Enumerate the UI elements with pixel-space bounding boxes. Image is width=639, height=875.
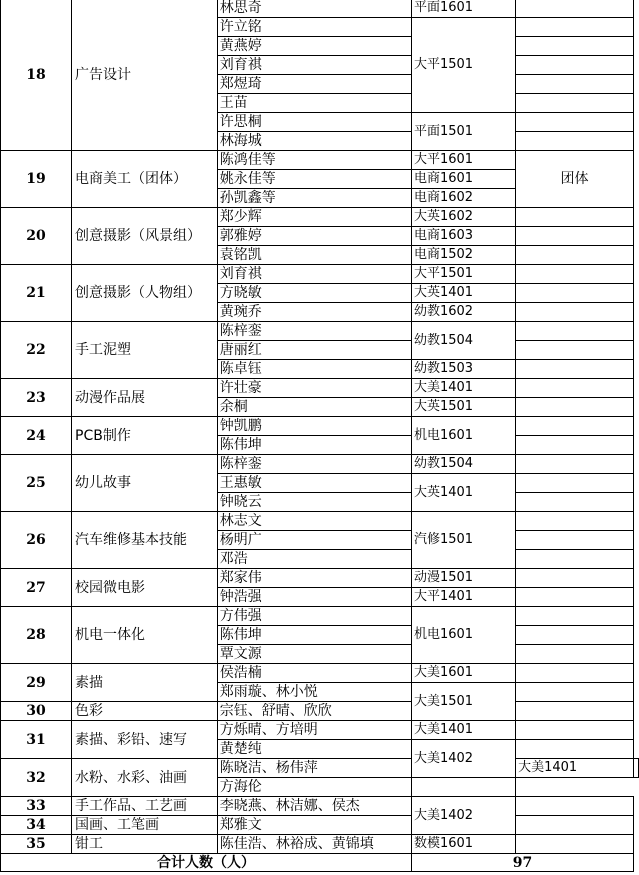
table-row bbox=[1, 569, 639, 588]
serial-number-cell: 22 bbox=[1, 322, 72, 379]
note-cell bbox=[516, 341, 634, 360]
note-cell bbox=[516, 398, 634, 417]
serial-number-cell: 21 bbox=[1, 265, 72, 322]
class-cell: 大英1501 bbox=[411, 398, 515, 417]
note-cell bbox=[516, 75, 634, 94]
note-cell bbox=[516, 740, 634, 759]
class-cell: 大平1501 bbox=[411, 18, 515, 113]
project-cell: 机电一体化 bbox=[72, 607, 218, 664]
member-name-cell: 林海城 bbox=[217, 132, 411, 151]
note-cell bbox=[516, 626, 634, 645]
table-body bbox=[1, 0, 639, 872]
note-cell bbox=[516, 607, 634, 626]
class-cell: 大美1501 bbox=[411, 683, 515, 721]
note-cell bbox=[516, 0, 634, 18]
note-cell bbox=[516, 37, 634, 56]
note-cell bbox=[516, 303, 634, 322]
note-cell bbox=[516, 835, 634, 854]
table-row bbox=[1, 607, 639, 626]
member-name-cell: 陈鸿佳等 bbox=[217, 151, 411, 170]
class-cell: 电商1502 bbox=[411, 246, 515, 265]
member-name-cell: 覃文源 bbox=[217, 645, 411, 664]
project-cell: 动漫作品展 bbox=[72, 379, 218, 417]
class-cell: 幼教1602 bbox=[411, 303, 515, 322]
table-row bbox=[1, 664, 639, 683]
class-cell: 电商1603 bbox=[411, 227, 515, 246]
member-name-cell: 钟晓云 bbox=[217, 493, 411, 512]
member-name-cell: 林思奇 bbox=[217, 0, 411, 18]
total-value-cell: 97 bbox=[411, 854, 633, 872]
project-cell: 广告设计 bbox=[72, 0, 218, 151]
note-cell bbox=[516, 721, 634, 740]
note-cell bbox=[516, 246, 634, 265]
note-cell bbox=[516, 284, 634, 303]
note-cell bbox=[516, 702, 634, 721]
note-cell bbox=[516, 322, 634, 341]
table-row bbox=[1, 702, 639, 721]
member-name-cell: 陈佳浩、林裕成、黄锦填 bbox=[217, 835, 411, 854]
note-cell bbox=[516, 227, 634, 246]
class-cell: 大美1401 bbox=[411, 721, 515, 740]
serial-number-cell: 20 bbox=[1, 208, 72, 265]
note-cell bbox=[411, 778, 515, 797]
class-cell: 大美1402 bbox=[411, 797, 515, 835]
table-row bbox=[1, 265, 639, 284]
note-cell bbox=[516, 683, 634, 702]
serial-number-cell: 18 bbox=[1, 0, 72, 151]
member-name-cell: 黄楚纯 bbox=[217, 740, 411, 759]
member-name-cell: 陈伟坤 bbox=[217, 436, 411, 455]
member-name-cell: 陈晓洁、杨伟萍 bbox=[217, 759, 411, 778]
table-row bbox=[1, 721, 639, 740]
class-cell: 幼教1503 bbox=[411, 360, 515, 379]
member-name-cell: 郑雨璇、林小悦 bbox=[217, 683, 411, 702]
class-cell: 大英1401 bbox=[411, 284, 515, 303]
member-name-cell: 钟浩强 bbox=[217, 588, 411, 607]
serial-number-cell: 35 bbox=[1, 835, 72, 854]
serial-number-cell: 28 bbox=[1, 607, 72, 664]
class-cell: 大平1601 bbox=[411, 151, 515, 170]
class-cell: 平面1501 bbox=[411, 113, 515, 151]
project-cell: 电商美工（团体） bbox=[72, 151, 218, 208]
serial-number-cell: 32 bbox=[1, 759, 72, 797]
member-name-cell: 方晓敏 bbox=[217, 284, 411, 303]
note-cell bbox=[516, 588, 634, 607]
table-row bbox=[1, 759, 639, 778]
table-row bbox=[1, 0, 639, 18]
note-cell bbox=[516, 18, 634, 37]
project-cell: 创意摄影（风景组） bbox=[72, 208, 218, 265]
member-name-cell: 刘育祺 bbox=[217, 265, 411, 284]
project-cell: 汽车维修基本技能 bbox=[72, 512, 218, 569]
class-cell: 电商1602 bbox=[411, 189, 515, 208]
table-row bbox=[1, 512, 639, 531]
note-cell bbox=[516, 455, 634, 474]
project-cell: 国画、工笔画 bbox=[72, 816, 218, 835]
total-label-cell: 合计人数（人） bbox=[1, 854, 412, 872]
note-cell bbox=[516, 436, 634, 455]
member-name-cell: 钟凯鹏 bbox=[217, 417, 411, 436]
member-name-cell: 许壮豪 bbox=[217, 379, 411, 398]
class-cell: 大美1402 bbox=[411, 740, 515, 778]
class-cell: 大美1601 bbox=[411, 664, 515, 683]
serial-number-cell: 30 bbox=[1, 702, 72, 721]
class-cell: 平面1601 bbox=[411, 0, 515, 18]
class-cell: 幼教1504 bbox=[411, 322, 515, 360]
serial-number-cell: 25 bbox=[1, 455, 72, 512]
note-cell bbox=[516, 569, 634, 588]
member-name-cell: 刘育祺 bbox=[217, 56, 411, 75]
serial-number-cell: 26 bbox=[1, 512, 72, 569]
note-cell bbox=[516, 512, 634, 531]
class-cell: 汽修1501 bbox=[411, 512, 515, 569]
project-cell: 色彩 bbox=[72, 702, 218, 721]
member-name-cell: 余桐 bbox=[217, 398, 411, 417]
table-row bbox=[1, 797, 639, 816]
member-name-cell: 方烁晴、方培明 bbox=[217, 721, 411, 740]
note-cell bbox=[516, 531, 634, 550]
table-row bbox=[1, 208, 639, 227]
member-name-cell: 陈梓銮 bbox=[217, 322, 411, 341]
note-cell bbox=[516, 645, 634, 664]
class-cell: 大美1401 bbox=[516, 759, 634, 778]
project-cell: 创意摄影（人物组） bbox=[72, 265, 218, 322]
project-cell: 校园微电影 bbox=[72, 569, 218, 607]
project-cell: PCB制作 bbox=[72, 417, 218, 455]
member-name-cell: 许思桐 bbox=[217, 113, 411, 132]
member-name-cell: 王惠敏 bbox=[217, 474, 411, 493]
class-cell: 大美1401 bbox=[411, 379, 515, 398]
member-name-cell: 黄琬乔 bbox=[217, 303, 411, 322]
class-cell: 大平1501 bbox=[411, 265, 515, 284]
member-name-cell: 郭雅婷 bbox=[217, 227, 411, 246]
member-name-cell: 侯浩楠 bbox=[217, 664, 411, 683]
serial-number-cell: 19 bbox=[1, 151, 72, 208]
member-name-cell: 方伟强 bbox=[217, 607, 411, 626]
class-cell: 数模1601 bbox=[411, 835, 515, 854]
member-name-cell: 郑煜琦 bbox=[217, 75, 411, 94]
project-cell: 素描、彩铅、速写 bbox=[72, 721, 218, 759]
note-cell: 团体 bbox=[516, 151, 634, 208]
table-row bbox=[1, 417, 639, 436]
note-cell bbox=[516, 664, 634, 683]
class-cell: 机电1601 bbox=[411, 607, 515, 664]
note-cell bbox=[516, 265, 634, 284]
member-name-cell: 郑雅文 bbox=[217, 816, 411, 835]
member-name-cell: 王苗 bbox=[217, 94, 411, 113]
note-cell bbox=[516, 379, 634, 398]
note-cell bbox=[516, 474, 634, 493]
member-name-cell: 方海伦 bbox=[217, 778, 411, 797]
member-name-cell: 杨明广 bbox=[217, 531, 411, 550]
note-cell bbox=[516, 550, 634, 569]
project-cell: 水粉、水彩、油画 bbox=[72, 759, 218, 797]
member-name-cell: 陈梓銮 bbox=[217, 455, 411, 474]
member-name-cell: 陈卓钰 bbox=[217, 360, 411, 379]
class-cell: 大平1401 bbox=[411, 588, 515, 607]
class-cell: 大英1401 bbox=[411, 474, 515, 512]
serial-number-cell: 29 bbox=[1, 664, 72, 702]
class-cell: 幼教1504 bbox=[411, 455, 515, 474]
note-cell bbox=[516, 417, 634, 436]
serial-number-cell: 24 bbox=[1, 417, 72, 455]
project-cell: 幼儿故事 bbox=[72, 455, 218, 512]
serial-number-cell: 34 bbox=[1, 816, 72, 835]
note-cell bbox=[516, 493, 634, 512]
table-row bbox=[1, 455, 639, 474]
project-cell: 素描 bbox=[72, 664, 218, 702]
class-cell: 大英1602 bbox=[411, 208, 515, 227]
note-cell bbox=[516, 56, 634, 75]
table-row bbox=[1, 816, 639, 835]
total-row bbox=[1, 854, 639, 872]
note-cell bbox=[516, 797, 634, 816]
member-name-cell: 李晓燕、林洁娜、侯杰 bbox=[217, 797, 411, 816]
note-cell bbox=[516, 132, 634, 151]
note-cell bbox=[516, 816, 634, 835]
note-cell bbox=[516, 113, 634, 132]
table-row bbox=[1, 379, 639, 398]
member-name-cell: 陈伟坤 bbox=[217, 626, 411, 645]
serial-number-cell: 23 bbox=[1, 379, 72, 417]
member-name-cell: 郑少辉 bbox=[217, 208, 411, 227]
serial-number-cell: 33 bbox=[1, 797, 72, 816]
table-row bbox=[1, 835, 639, 854]
member-name-cell: 袁铭凯 bbox=[217, 246, 411, 265]
member-name-cell: 宗钰、舒晴、欣欣 bbox=[217, 702, 411, 721]
class-cell: 电商1601 bbox=[411, 170, 515, 189]
member-name-cell: 许立铭 bbox=[217, 18, 411, 37]
member-name-cell: 邓浩 bbox=[217, 550, 411, 569]
project-cell: 手工泥塑 bbox=[72, 322, 218, 379]
project-cell: 钳工 bbox=[72, 835, 218, 854]
class-cell: 动漫1501 bbox=[411, 569, 515, 588]
serial-number-cell: 31 bbox=[1, 721, 72, 759]
member-name-cell: 郑家伟 bbox=[217, 569, 411, 588]
member-name-cell: 唐丽红 bbox=[217, 341, 411, 360]
note-cell bbox=[516, 360, 634, 379]
member-name-cell: 姚永佳等 bbox=[217, 170, 411, 189]
project-cell: 手工作品、工艺画 bbox=[72, 797, 218, 816]
note-cell bbox=[516, 94, 634, 113]
note-cell bbox=[516, 208, 634, 227]
note-cell bbox=[634, 759, 639, 778]
serial-number-cell: 27 bbox=[1, 569, 72, 607]
table-row bbox=[1, 151, 639, 170]
member-name-cell: 黄燕婷 bbox=[217, 37, 411, 56]
table-row bbox=[1, 322, 639, 341]
member-name-cell: 孙凯鑫等 bbox=[217, 189, 411, 208]
class-cell: 机电1601 bbox=[411, 417, 515, 455]
member-name-cell: 林志文 bbox=[217, 512, 411, 531]
